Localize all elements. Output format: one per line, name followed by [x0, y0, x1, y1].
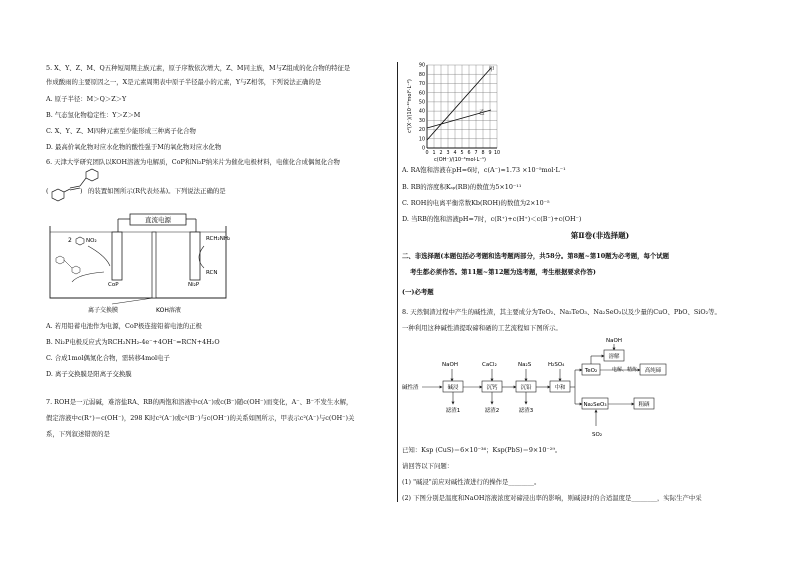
y-tick-label: 70 — [418, 82, 425, 88]
q6-paren-open: ( — [46, 187, 49, 195]
flow-step-pb-label: 沉铅 — [520, 385, 532, 391]
part2-desc-line1: 二、非选择题(本题包括必考题和选考题两部分，共58分。第8题~第10题为必考题，每个试题 — [402, 252, 670, 260]
left-reactant-label: NO₂ — [86, 238, 97, 244]
graph-x-ticks — [425, 150, 500, 156]
anode-label: Ni₂P — [188, 282, 200, 288]
solution-label: KOH溶液 — [156, 307, 181, 314]
y-tick-label: 0 — [421, 146, 425, 152]
flow-reagent-na2s: Na₂S — [518, 362, 532, 368]
x-tick-label: 6 — [467, 151, 471, 156]
q7-stem-line1: 7. ROH是一元弱碱，难溶盐RA、RB的两饱和溶液中c(A⁻)或c(B⁻)随c(OH⁻)而变化，A⁻、B⁻不发生水解， — [46, 398, 353, 406]
x-tick-label: 9 — [488, 151, 492, 156]
graph-grid — [427, 65, 497, 148]
q7-option-a: A. RA饱和溶液在pH=6时，c(A⁻)≈1.73 ×10⁻⁵mol·L⁻¹ — [402, 166, 566, 174]
x-tick-label: 8 — [481, 151, 485, 156]
flow-reagent-naoh: NaOH — [442, 362, 458, 368]
cathode-label: CoP — [108, 282, 119, 288]
flow-so2: SO₂ — [592, 432, 603, 438]
y-tick-label: 30 — [418, 118, 425, 124]
x-tick-label: 1 — [432, 151, 436, 156]
flow-reagent-h2so4: H₂SO₄ — [548, 362, 565, 368]
q8-sub2: (2) 下图分别是温度和NaOH溶液浓度对碲浸出率的影响，则碱浸时的合适温度是________，实际生产中采 — [402, 494, 702, 502]
q7-option-d: D. 当RB的饱和溶液pH=7时，c(R⁺)+c(H⁺)＜c(B⁻)+c(OH⁻) — [402, 215, 582, 223]
flow-step-neutral-label: 中和 — [554, 385, 566, 391]
q7-option-b: B. RB的溶度积Kₛₚ(RB)的数值为5×10⁻¹¹ — [402, 183, 522, 191]
flow-start: 碱性渣 — [402, 385, 419, 391]
flow-teo2-label: TeO₂ — [584, 368, 598, 374]
q7-stem-line3: 系，下列叙述错误的是 — [46, 430, 110, 438]
q5-option-b: B. 气态氢化物稳定性：Y＞Z＞M — [46, 111, 141, 119]
q6-stem-line1: 6. 天津大学研究团队以KOH溶液为电解质，CoP和Ni₂P纳米片为催化电极材料，电催化合成偶氮化合物 — [46, 158, 340, 166]
electrolysis-diagram — [48, 212, 258, 322]
q8-known: 已知：Ksp (CuS)＝6×10⁻³⁶；Ksp(PbS)＝9×10⁻²⁹。 — [402, 446, 562, 454]
flow-reagent-cacl2: CaCl₂ — [482, 362, 497, 368]
q8-sub1: (1) "碱浸"前应对碱性渣进行的操作是________。 — [402, 478, 541, 486]
y-tick-label: 50 — [418, 100, 425, 106]
x-tick-label: 3 — [446, 151, 450, 156]
line-jia — [427, 68, 491, 140]
q5-stem-line1: 5. X、Y、Z、M、Q五种短周期主族元素，原子序数依次增大，Z、M同主族，M与Z组成的化合物的特征是 — [46, 64, 351, 72]
x-tick-label: 0 — [425, 151, 429, 156]
left-reactant-ring — [76, 237, 84, 245]
graph-xlabel: c(OH⁻)/(10⁻⁴mol·L⁻¹) — [434, 157, 486, 163]
flow-naoh2: NaOH — [606, 338, 622, 344]
flow-step-leach-label: 碱浸 — [447, 385, 459, 391]
right-reactant-label: RCH₂NH₂ — [206, 236, 231, 242]
ni2p-electrode — [190, 232, 200, 280]
azo-compound-structure — [44, 166, 104, 212]
label-yi: 乙 — [479, 110, 485, 116]
left-reactant-num: 2 — [68, 237, 72, 244]
q6-stem-line2: 的装置如图所示(R代表烃基)。下列说法正确的是 — [88, 187, 226, 195]
q7-stem-line2: 假定溶液中c(R⁺)＝c(OH⁻)，298 K时c²(A⁻)或c²(B⁻)与c(OH⁻)的关系如图所示，甲表示c²(A⁻)与c(OH⁻)关 — [46, 414, 355, 422]
graph-y-ticks — [419, 63, 425, 152]
right-product-label: RCN — [206, 270, 218, 276]
flow-residue1: 滤渣1 — [445, 408, 461, 414]
flow-na2seo3-label: Na₂SeO₃ — [583, 402, 607, 408]
q6-option-a: A. 若用铅蓄电池作为电源，CoP极连接铅蓄电池的正极 — [46, 322, 202, 330]
flow-residue3: 滤渣3 — [518, 408, 534, 414]
cop-electrode — [112, 232, 122, 280]
q8-stem-line2: 一种利用这种碱性渣提取碲和硒的工艺流程如下图所示。 — [402, 324, 562, 332]
process-flowchart — [400, 336, 700, 442]
column-divider — [397, 62, 398, 502]
y-tick-label: 90 — [418, 63, 425, 69]
x-tick-label: 10 — [493, 151, 501, 156]
y-tick-label: 80 — [418, 72, 425, 78]
y-tick-label: 10 — [418, 137, 425, 143]
x-tick-label: 4 — [453, 151, 457, 156]
q5-stem-line2: 作成酸雨的主要原因之一，X是元素周期表中原子半径最小的元素，Y与Z相邻，下列说法正确的是 — [46, 78, 322, 86]
q6-option-c: C. 合成1mol偶氮化合物，需转移4mol电子 — [46, 354, 170, 362]
y-tick-label: 20 — [418, 128, 425, 134]
q5-option-c: C. X、Y、Z、M四种元素至少能形成三种离子化合物 — [46, 127, 196, 135]
q7-option-c: C. ROH的电离平衡常数Kb(ROH)的数值为2×10⁻⁵ — [402, 199, 550, 207]
ion-exchange-membrane — [152, 232, 156, 298]
flow-dissolve-label: 溶解 — [608, 354, 620, 360]
x-tick-label: 2 — [439, 151, 443, 156]
q6-option-b: B. Ni₂P电极反应式为RCH₂NH₂-4e⁻+4OH⁻=RCN+4H₂O — [46, 338, 220, 346]
graph-ylabel: c²(X⁻)/(10⁻¹⁰mol²·L⁻²) — [407, 79, 413, 133]
section-required: (一)必考题 — [402, 288, 434, 296]
q6-option-d: D. 离子交换膜是阳离子交换膜 — [46, 370, 132, 378]
flow-te-label: 高纯碲 — [644, 368, 662, 374]
x-tick-label: 7 — [474, 151, 478, 156]
part2-title: 第Ⅱ卷(非选择题) — [570, 231, 630, 240]
q8-answer-intro: 请回答以下问题： — [402, 462, 454, 470]
flow-electro: 电解、精炼 — [612, 367, 638, 373]
q5-option-a: A. 原子半径：M＞Q＞Z＞Y — [46, 95, 127, 103]
q6-paren-close: ) — [80, 187, 83, 195]
x-tick-label: 5 — [460, 151, 464, 156]
flow-residue2: 滤渣2 — [484, 408, 500, 414]
y-tick-label: 40 — [418, 109, 425, 115]
y-tick-label: 60 — [418, 91, 425, 97]
part2-desc-line2: 考生都必须作答。第11题~第12题为选考题，考生根据要求作答) — [410, 268, 596, 276]
flow-step-ca-label: 沉钙 — [486, 385, 498, 391]
label-jia: 甲 — [489, 67, 495, 73]
membrane-label: 离子交换膜 — [88, 307, 119, 314]
flow-se-label: 粗硒 — [638, 402, 650, 408]
q8-stem-line1: 8. 天然铜渣过程中产生的碱性渣，其主要成分为TeO₂、Na₂TeO₃、Na₂SeO₃以及少量的CuO、PbO、SiO₂等。 — [402, 308, 721, 316]
q5-option-d: D. 最高价氧化物对应水化物的酸性强于M的氧化物对应水化物 — [46, 143, 222, 151]
c2-vs-oh-graph — [405, 58, 525, 164]
power-supply-label: 直流电源 — [145, 216, 171, 224]
